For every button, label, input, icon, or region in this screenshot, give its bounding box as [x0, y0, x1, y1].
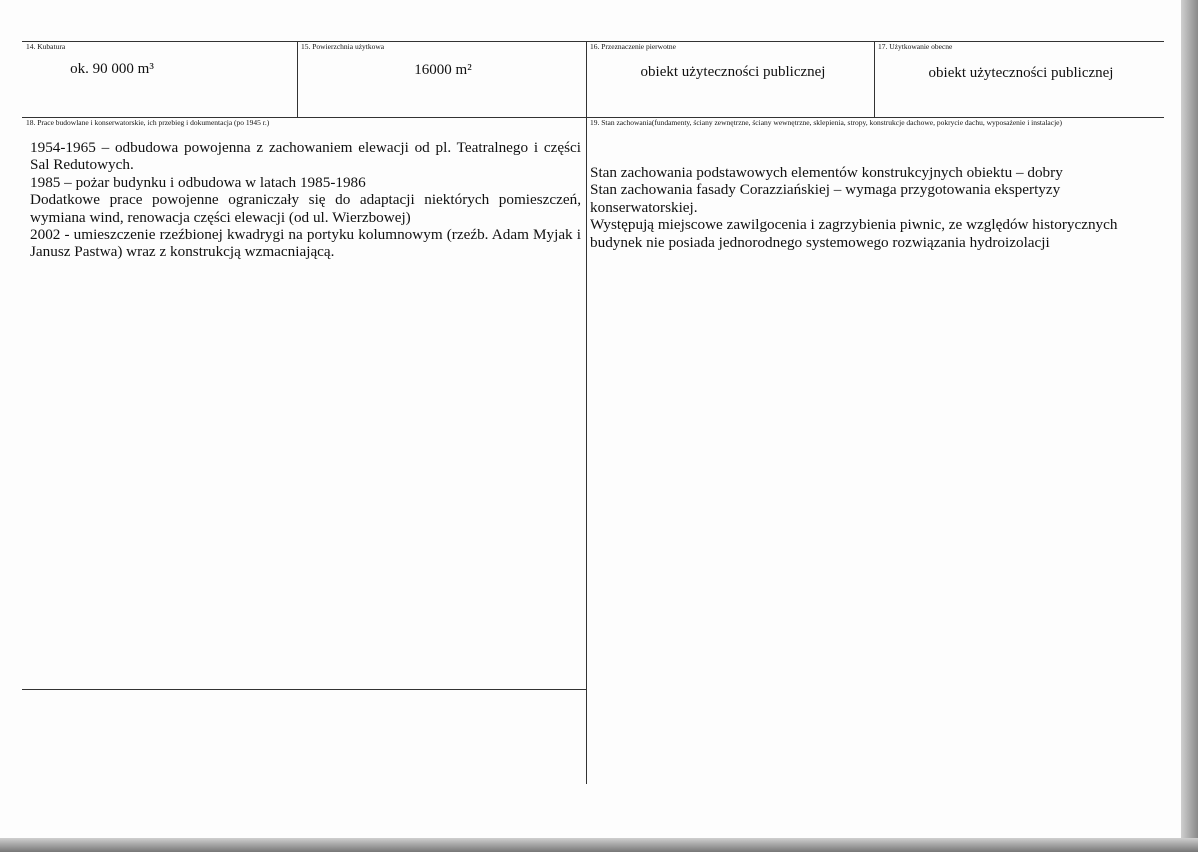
divider-14-15: [297, 41, 298, 117]
field-19-line: Stan zachowania fasady Corazziańskiej – wymaga przygotowania ekspertyzy konserwatorskiej.: [590, 181, 1061, 216]
field-15-value: 16000 m²: [414, 62, 472, 78]
field-18-text: [30, 139, 581, 261]
field-18-line: 1985 – pożar budynku i odbudowa w latach 1985-1986: [30, 173, 366, 191]
field-19-label: 19. Stan zachowania(fundamenty, ściany zewnętrzne, ściany wewnętrzne, sklepienia, stropy, konstrukcje dachowe, pokrycie dachu, wyposażenie i instalacje): [590, 118, 1062, 127]
scan-edge-bottom: [0, 838, 1198, 852]
field-17-label: 17. Użytkowanie obecne: [878, 42, 953, 51]
field-15-label: 15. Powierzchnia użytkowa: [301, 42, 385, 51]
field-17-value: obiekt użyteczności publicznej: [928, 65, 1114, 81]
field-18-label: 18. Prace budowlane i konserwatorskie, ich przebieg i dokumentacja (po 1945 r.): [26, 118, 270, 127]
field-16-value: obiekt użyteczności publicznej: [640, 64, 826, 80]
field-19-line: Występują miejscowe zawilgocenia i zagrzybienia piwnic, ze względów historycznych budynek nie posiada jednorodnego systemowego rozwiązania hydroizolacji: [590, 216, 1118, 251]
field-14-label: 14. Kubatura: [26, 42, 66, 51]
left-column-bottom-border: [22, 689, 586, 690]
field-18-line: 2002 - umieszczenie rzeźbionej kwadrygi na portyku kolumnowym (rzeźb. Adam Myjak i Janusz Pastwa) wraz z konstrukcją wzmacniającą.: [30, 226, 581, 261]
scan-edge-right: [1181, 0, 1198, 852]
field-18-line: 1954-1965 – odbudowa powojenna z zachowaniem elewacji od pl. Teatralnego i części Sal Redutowych.: [30, 139, 581, 174]
field-14-value: ok. 90 000 m³: [70, 61, 154, 77]
field-16-label: 16. Przeznaczenie pierwotne: [590, 42, 676, 51]
field-19-text: [590, 164, 1135, 251]
divider-15-16: [586, 41, 587, 784]
field-19-line: Stan zachowania podstawowych elementów konstrukcyjnych obiektu – dobry: [590, 164, 1063, 181]
field-18-line: Dodatkowe prace powojenne ograniczały się do adaptacji niektórych pomieszczeń, wymiana wind, renowacja części elewacji (od ul. Wierzbowej): [30, 191, 581, 226]
